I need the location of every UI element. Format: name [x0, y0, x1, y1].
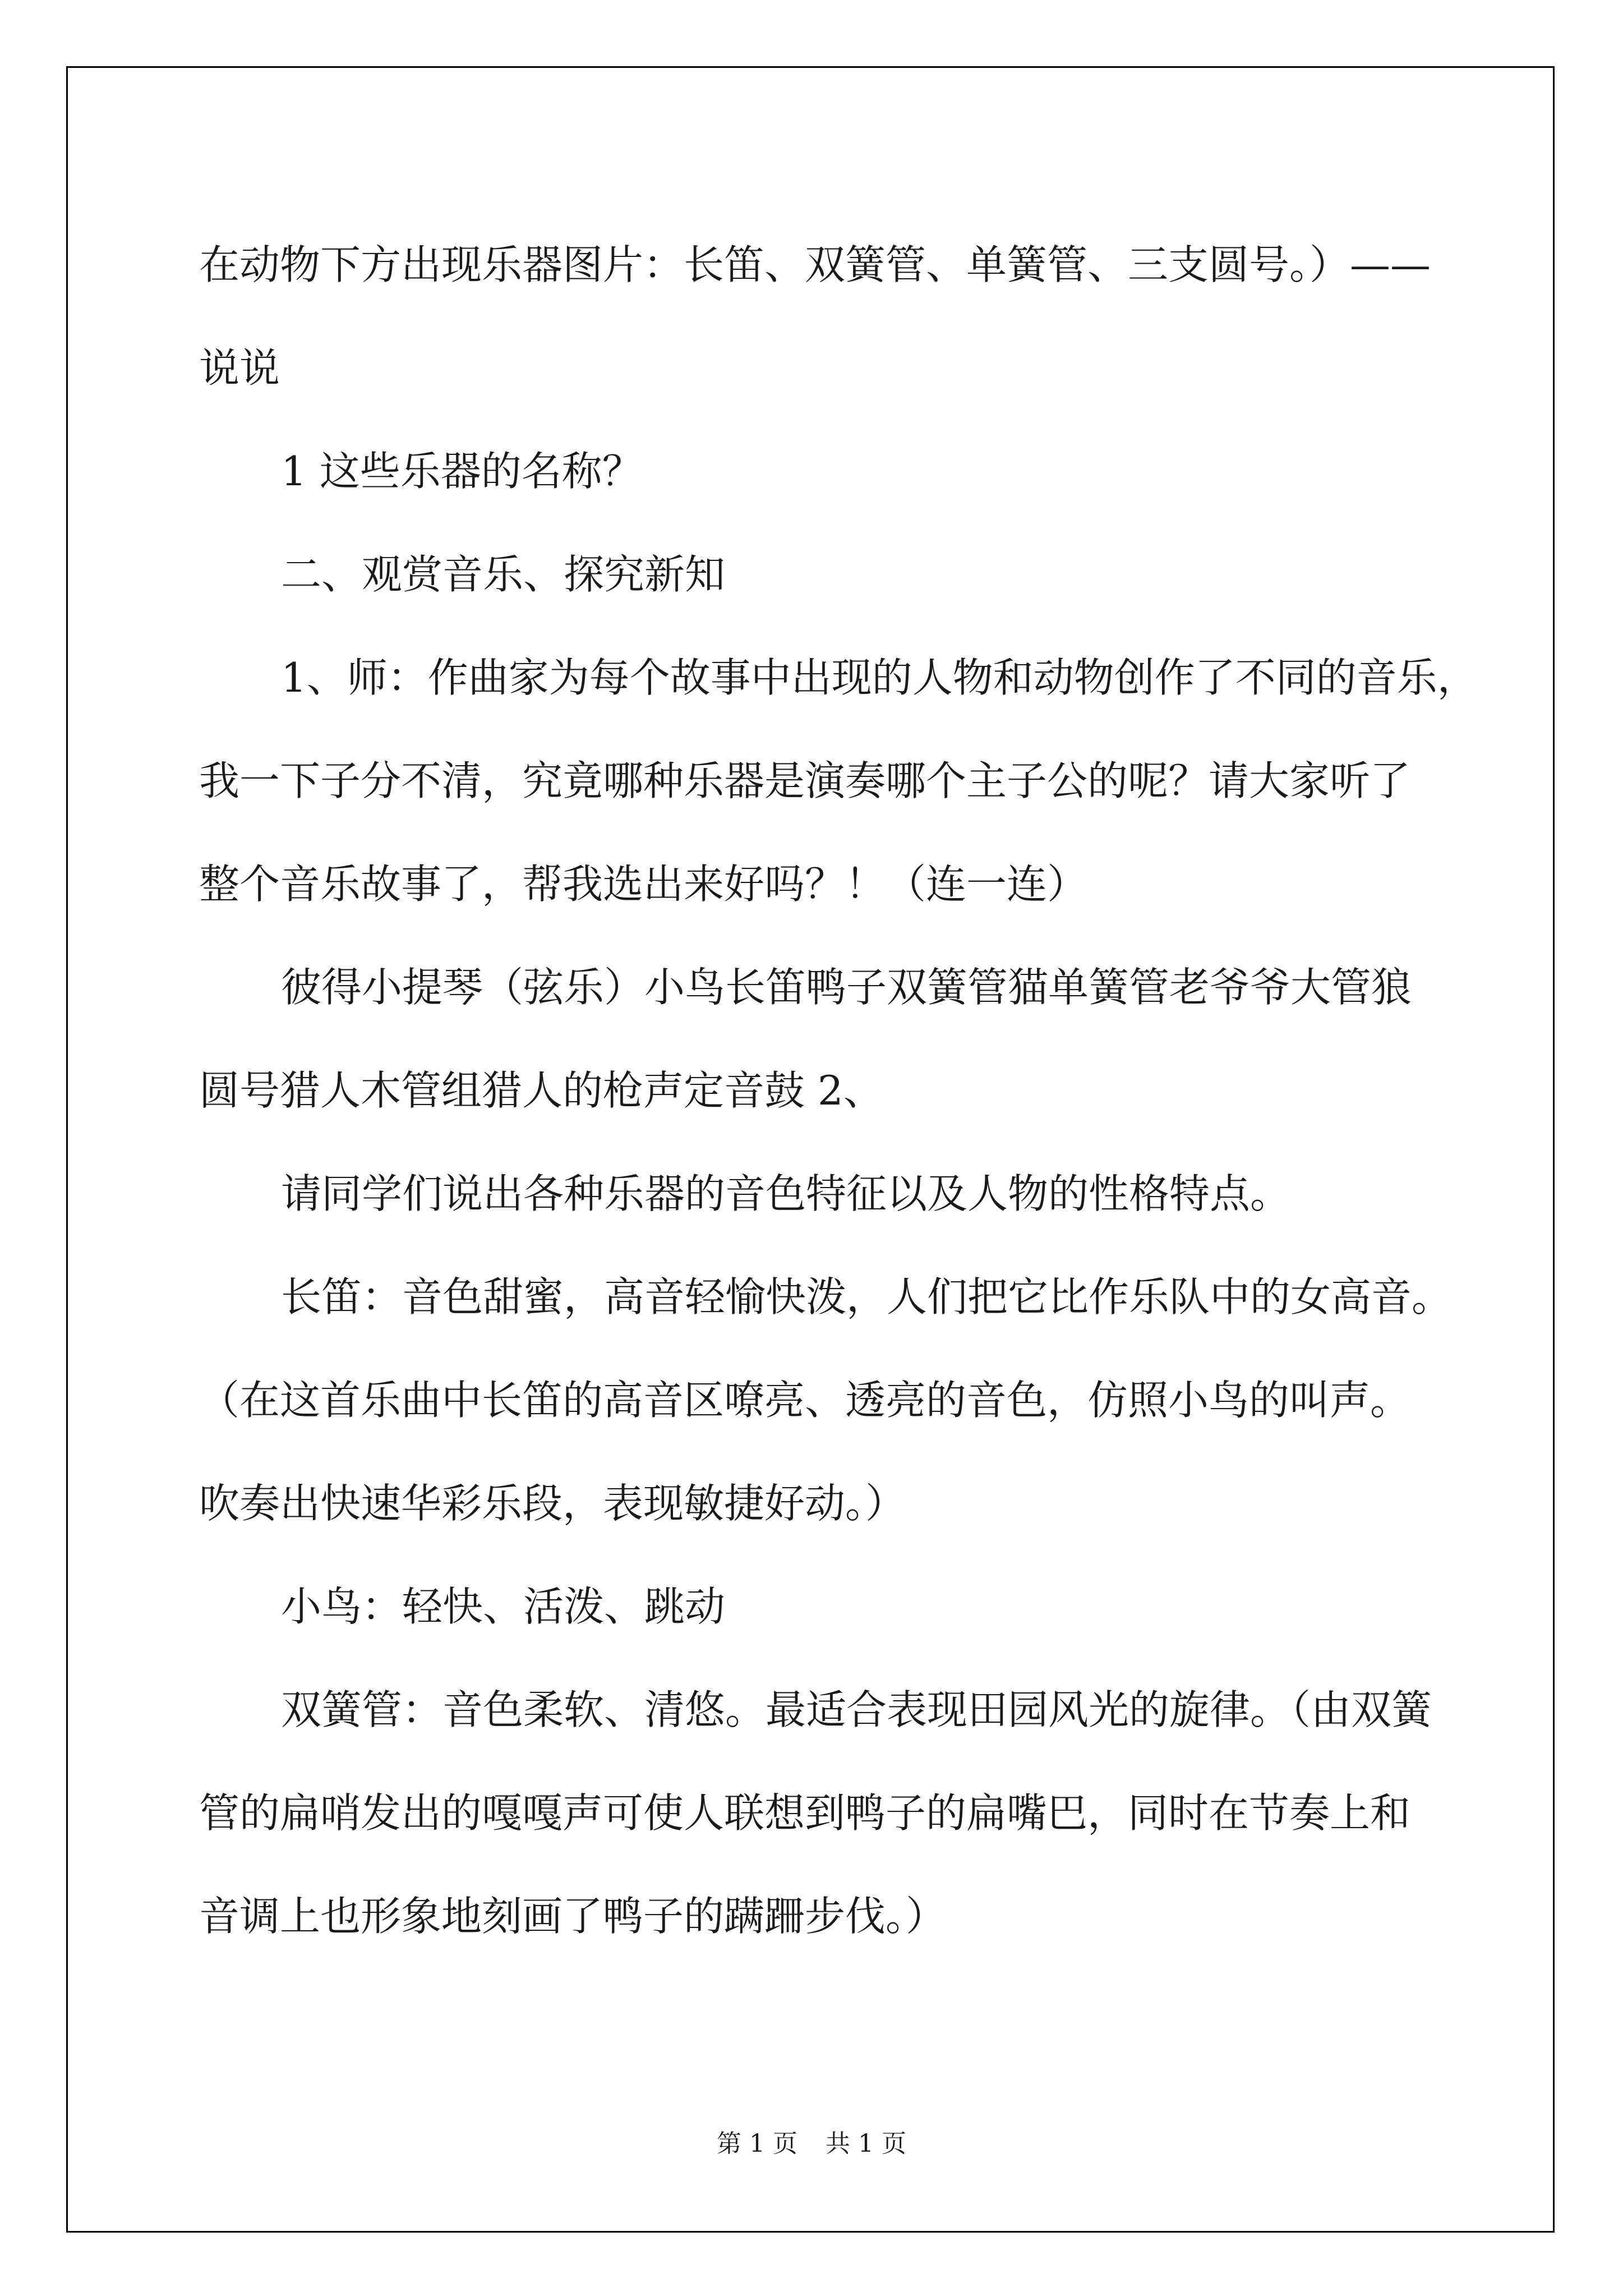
- text-line-8: 彼得小提琴（弦乐）小鸟长笛鸭子双簧管猫单簧管老爷爷大管狼: [281, 964, 1412, 1011]
- section-heading: 二、观赏音乐、探究新知: [281, 551, 726, 598]
- text-line-11: 长笛：音色甜蜜，高音轻愉快泼，人们把它比作乐队中的女高音。: [281, 1273, 1453, 1320]
- text-line-3: 1 这些乐器的名称？: [281, 448, 643, 495]
- text-line-14: 小鸟：轻快、活泼、跳动: [281, 1583, 726, 1630]
- text-line-16: 管的扁哨发出的嘎嘎声可使人联想到鸭子的扁嘴巴，同时在节奏上和: [199, 1789, 1411, 1837]
- text-line-7: 整个音乐故事了，帮我选出来好吗？！（连一连）: [199, 861, 1088, 908]
- text-line-12: （在这首乐曲中长笛的高音区嘹亮、透亮的音色，仿照小鸟的叫声。: [199, 1377, 1411, 1424]
- text-line-10: 请同学们说出各种乐器的音色特征以及人物的性格特点。: [281, 1170, 1291, 1217]
- text-line-2: 说说: [199, 344, 280, 392]
- text-line-6: 我一下子分不清，究竟哪种乐器是演奏哪个主子公的呢？请大家听了: [199, 757, 1411, 804]
- page-number: 第 1 页: [717, 2129, 797, 2158]
- text-line-17: 音调上也形象地刻画了鸭子的蹒跚步伐。）: [199, 1893, 947, 1940]
- page-footer: [0, 2123, 1623, 2159]
- document-body: [199, 213, 1478, 1968]
- text-line-15: 双簧管：音色柔软、清悠。最适合表现田园风光的旋律。（由双簧: [281, 1686, 1432, 1733]
- page-total: 共 1 页: [826, 2129, 906, 2158]
- text-line-5: 1、师：作曲家为每个故事中出现的人物和动物创作了不同的音乐，: [281, 654, 1478, 701]
- text-line-1: 在动物下方出现乐器图片：长笛、双簧管、单簧管、三支圆号。）——: [199, 241, 1431, 288]
- text-line-13: 吹奏出快速华彩乐段，表现敏捷好动。）: [199, 1480, 906, 1527]
- text-line-9: 圆号猎人木管组猎人的枪声定音鼓 2、: [199, 1067, 884, 1114]
